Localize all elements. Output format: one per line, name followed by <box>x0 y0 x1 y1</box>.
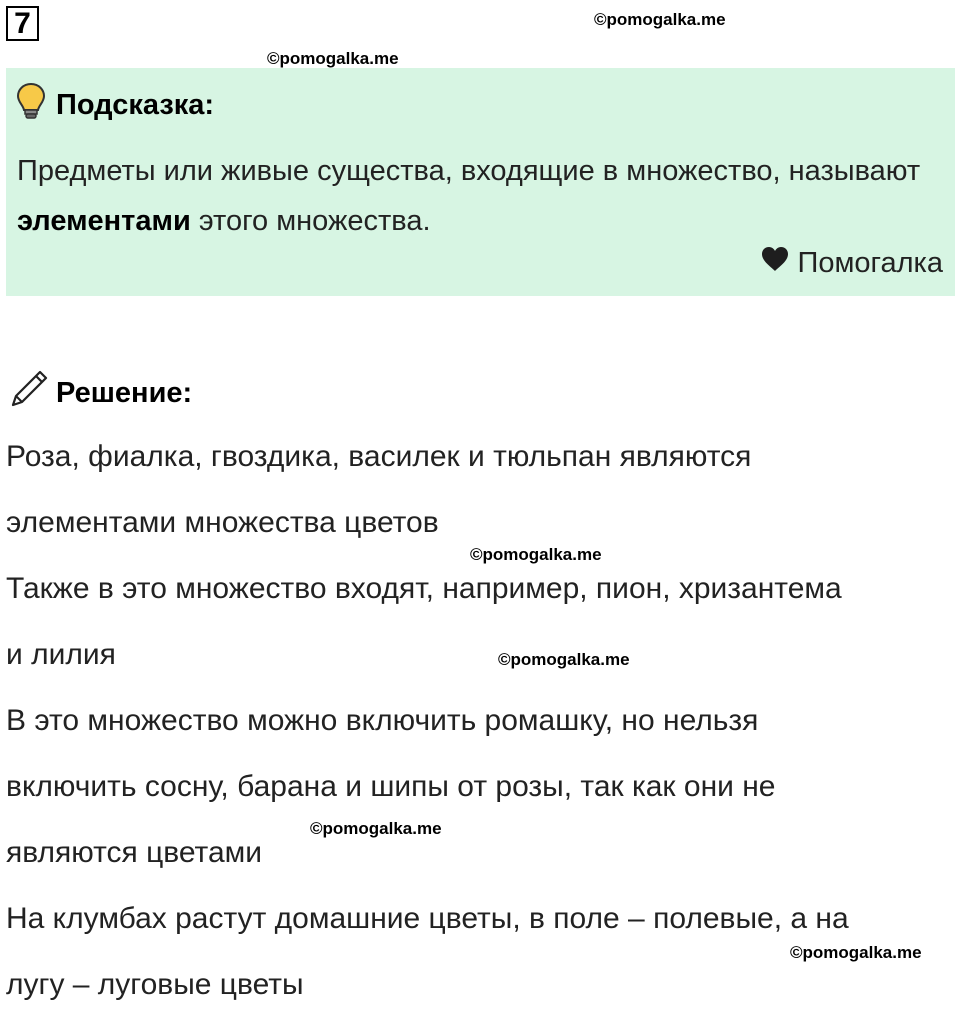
solution-title: Решение: <box>56 376 193 409</box>
solution-line: В это множество можно включить ромашку, но нельзя <box>6 704 759 737</box>
signature-text: Помогалка <box>797 246 943 279</box>
watermark: ©pomogalka.me <box>310 819 442 838</box>
solution-line: включить сосну, барана и шипы от розы, так как они не <box>6 770 776 803</box>
hint-box <box>6 68 955 296</box>
solution-line: Роза, фиалка, гвоздика, василек и тюльпан являются <box>6 440 752 473</box>
hint-signature <box>760 246 943 280</box>
solution-line: Также в это множество входят, например, пион, хризантема <box>6 572 842 605</box>
solution-line: и лилия <box>6 638 116 671</box>
solution-line: лугу – луговые цветы <box>6 968 304 1001</box>
watermark: ©pomogalka.me <box>267 49 399 68</box>
hint-heading <box>16 82 214 128</box>
pencil-icon <box>8 368 50 418</box>
watermark: ©pomogalka.me <box>470 545 602 564</box>
lightbulb-icon <box>16 82 46 128</box>
solution-heading <box>8 368 192 418</box>
hint-title: Подсказка: <box>56 88 215 121</box>
solution-line: На клумбах растут домашние цветы, в поле – полевые, а на <box>6 902 849 935</box>
task-number: 7 <box>6 6 39 41</box>
hint-term: элементами <box>17 205 191 237</box>
solution-line: элементами множества цветов <box>6 506 439 539</box>
watermark: ©pomogalka.me <box>790 943 922 962</box>
solution-line: являются цветами <box>6 836 263 869</box>
watermark: ©pomogalka.me <box>594 10 726 29</box>
hint-text: Предметы или живые существа, входящие в множество, называют элементами этого множества. <box>17 155 921 237</box>
watermark: ©pomogalka.me <box>498 650 630 669</box>
heart-icon <box>760 246 790 280</box>
